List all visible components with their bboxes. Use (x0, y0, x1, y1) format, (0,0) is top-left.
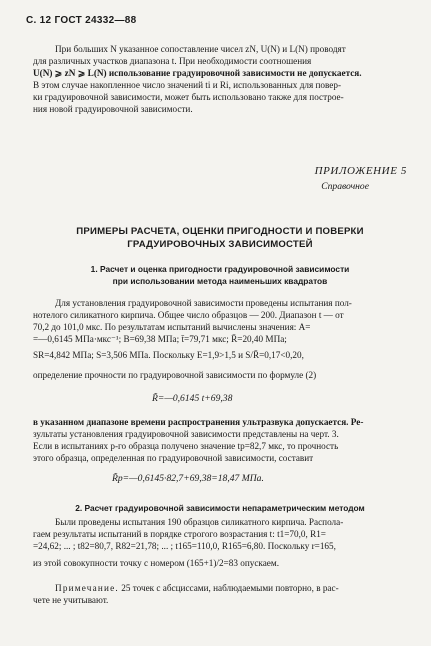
appendix-label: ПРИЛОЖЕНИЕ 5 (314, 165, 407, 177)
section1-line-6: определение прочности по градуировочной зависимости по формуле (2) (33, 370, 317, 380)
section2-line-1: Были проведены испытания 190 образцов силикатного кирпича. Распола- (55, 517, 344, 527)
page-header: С. 12 ГОСТ 24332—88 (26, 15, 137, 26)
section2-line-2: гаем результаты испытаний в порядке строгого возрастания t: t1=70,0, R1= (33, 529, 326, 539)
section2-line-4: из этой совокупности точку с номером (165+1)/2=83 опускаем. (33, 558, 279, 568)
section1-line2-4: этого образца, определенная по градуировочной зависимости, составит (33, 453, 314, 463)
section1-line-1: Для установления градуировочной зависимости проведены испытания пол- (55, 298, 352, 308)
section1-line-3: 70,2 до 101,0 мкс. По результатам испытаний вычислены значения: A= (33, 322, 311, 332)
intro-line-4: В этом случае накопленное число значений ti и Ri, использованных для повер- (33, 80, 342, 90)
intro-line-2: для различных участков диапазона t. При необходимости соотношения (33, 56, 312, 66)
note-label: Примечание. (55, 583, 119, 593)
section2-note (33, 583, 407, 594)
formula-1: R̃=—0,6145 t+69,38 (152, 393, 233, 404)
intro-line-5: ки градуировочной зависимости, может быть использовано также для построе- (33, 92, 344, 102)
section2-line-3: =24,62; ... ; t82=80,7, R82=21,78; ... ; t165=110,0, R165=6,80. Поскольку r=165, (33, 541, 336, 551)
section2-title: 2. Расчет градуировочной зависимости непараметрическим методом (75, 503, 365, 513)
section1-title-line-2: при использовании метода наименьших квадратов (112, 276, 328, 286)
intro-line-3: U(N) ⩾ zN ⩾ L(N) использование градуировочной зависимости не допускается. (33, 68, 362, 78)
intro-line-1: При больших N указанное сопоставление чисел zN, U(N) и L(N) проводят (55, 44, 346, 54)
section1-line2-3: Если в испытаниях p-го образца получено значение tp=82,7 мкс, то прочность (33, 441, 339, 451)
section1-line-5: SR=4,842 МПа; S=3,506 МПа. Поскольку E=1,9>1,5 и S/R̄=0,17<0,20, (33, 350, 304, 360)
section1-title-line-1: 1. Расчет и оценка пригодности градуировочной зависимости (90, 264, 350, 274)
section2-note-2: чете не учитывают. (33, 595, 109, 605)
main-title-line-1: ПРИМЕРЫ РАСЧЕТА, ОЦЕНКИ ПРИГОДНОСТИ И ПОВЕРКИ (76, 226, 364, 237)
formula-2: R̃p=—0,6145·82,7+69,38=18,47 МПа. (112, 473, 264, 484)
appendix-note: Справочное (321, 181, 369, 192)
section1-line2-2: зультаты установления градуировочной зависимости представлены на черт. 3. (33, 429, 339, 439)
main-title-line-2: ГРАДУИРОВОЧНЫХ ЗАВИСИМОСТЕЙ (127, 239, 313, 250)
section1-line-4: =—0,6145 МПа·мкс⁻¹; B=69,38 МПа; t̄=79,71 мкс; R̄=20,40 МПа; (33, 334, 287, 344)
section1-line2-1: в указанном диапазоне времени распространения ультразвука допускается. Ре- (33, 417, 364, 427)
intro-line-6: ния новой градуировочной зависимости. (33, 104, 193, 114)
section1-line-2: нотелого силикатного кирпича. Общее число образцов — 200. Диапазон t — от (33, 310, 344, 320)
note-text: 25 точек с абсциссами, наблюдаемыми повторно, в рас- (121, 583, 339, 593)
